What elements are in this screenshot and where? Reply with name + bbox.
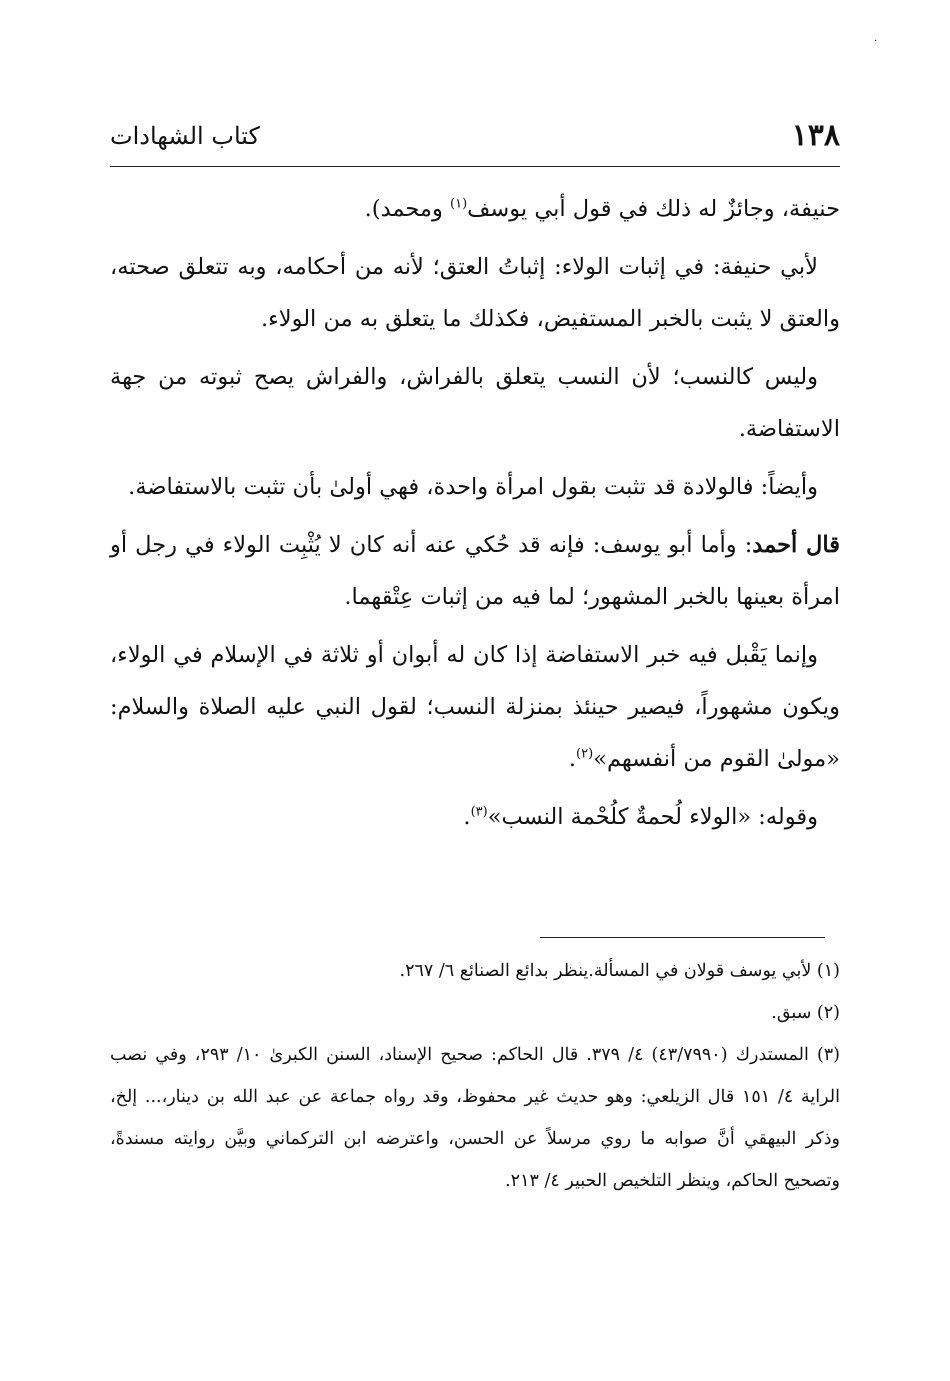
footnote-3: (٣) المستدرك (٤٣/٧٩٩٠) ٤/ ٣٧٩. قال الحاكم: صحيح الإسناد، السنن الكبرىٰ ١٠/ ٢٩٣، وفي نصب الراية ٤/ ١٥١ قال الزيلعي: وهو حديث غير محفوظ، وقد رواه جماعة عن عبد الله بن دينار،... إلخ، وذكر البيهقي أنَّ صوابه ما روي مرسلاً عن الحسن، واعترضه ابن التركماني وبيَّن روايته مسندةً، وتصحيح الحاكم، وينظر التلخيص الحبير ٤/ ٢١٣. [110, 1045, 840, 1191]
footnote-ref-3: (٣) [470, 804, 488, 820]
paragraph-5 [110, 519, 840, 623]
footnote-2: (٢) سبق. [771, 1003, 840, 1023]
paragraph-2: لأبي حنيفة: في إثبات الولاء: إثباتُ العتق؛ لأنه من أحكامه، وبه تتعلق صحته، والعتق لا يثبت بالخبر المستفيض، فكذلك ما يتعلق به من الولاء. [110, 254, 840, 332]
paragraph-5-text: : وأما أبو يوسف: فإنه قد حُكي عنه أنه كان لا يُثْبِت الولاء في رجل أو امرأة بعينها بالخبر المشهور؛ لما فيه من إثبات عِتْقهما. [110, 532, 840, 610]
paragraph-6-text-b: . [568, 746, 577, 772]
paragraph-1-text-a: حنيفة، وجائزٌ له ذلك في قول أبي يوسف [467, 196, 840, 222]
paragraph-1-text-b: ومحمد). [364, 196, 450, 222]
paragraph-6 [110, 629, 840, 785]
paragraph-7-text-b: . [463, 804, 471, 830]
footnote-ref-2: (٢) [576, 746, 594, 762]
scan-speck: · [874, 36, 878, 47]
paragraph-1 [110, 183, 840, 235]
main-text [110, 183, 840, 849]
speaker-lead: قال أحمد [752, 532, 840, 558]
page-number: ١٣٨ [791, 118, 840, 153]
footnote-1: (١) لأبي يوسف قولان في المسألة.ينظر بدائع الصنائع ٦/ ٢٦٧. [399, 961, 840, 981]
paragraph-7-text-a: وقوله: «الولاء لُحمةٌ كلُحْمة النسب» [487, 804, 818, 830]
running-title: كتاب الشهادات [110, 122, 260, 150]
paragraph-7 [110, 791, 840, 843]
footnote-ref-1: (١) [450, 196, 468, 212]
paragraph-4: وأيضاً: فالولادة قد تثبت بقول امرأة واحدة، فهي أولىٰ بأن تثبت بالاستفاضة. [128, 474, 818, 500]
footnotes [110, 950, 840, 1202]
header-rule [110, 166, 840, 167]
page-header [110, 118, 840, 162]
footnote-rule [540, 937, 825, 938]
paragraph-6-text-a: وإنما يَقْبل فيه خبر الاستفاضة إذا كان له أبوان أو ثلاثة في الإسلام في الولاء، ويكون مشهوراً، فيصير حينئذ بمنزلة النسب؛ لقول النبي عليه الصلاة والسلام: «مولىٰ القوم من أنفسهم» [110, 642, 840, 772]
paragraph-3: وليس كالنسب؛ لأن النسب يتعلق بالفراش، والفراش يصح ثبوته من جهة الاستفاضة. [110, 364, 840, 442]
